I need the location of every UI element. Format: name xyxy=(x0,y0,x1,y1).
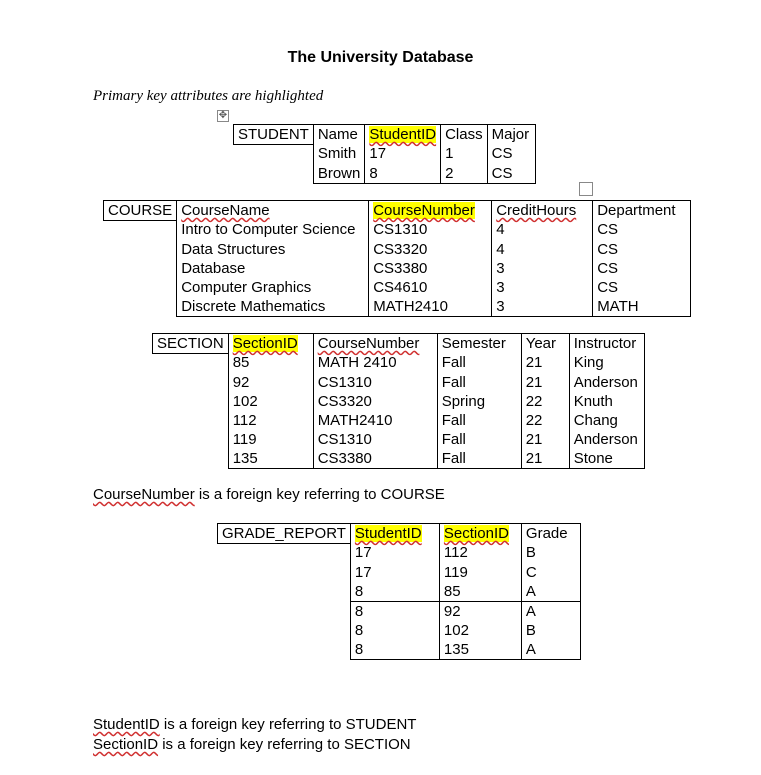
table-row: Smith 17 1 CS xyxy=(234,145,536,165)
table-row: Data Structures CS3320 4 CS xyxy=(104,240,691,259)
table-row: 85 MATH 2410 Fall 21 King xyxy=(153,354,645,374)
checkbox-icon[interactable] xyxy=(579,182,593,196)
section-table-name: SECTION xyxy=(153,334,229,354)
student-header-class: Class xyxy=(441,125,488,145)
table-row: 17 112 B xyxy=(218,544,581,564)
table-row: 92 CS1310 Fall 21 Anderson xyxy=(153,373,645,392)
move-handle-icon[interactable]: ✥ xyxy=(218,110,228,121)
grade-header-sectionid: SectionID xyxy=(439,524,521,544)
fk-student-note: StudentID is a foreign key referring to STUDENT xyxy=(93,716,417,733)
table-row: 112 MATH2410 Fall 22 Chang xyxy=(153,411,645,430)
course-header-department: Department xyxy=(593,201,691,221)
grade-report-table-name: GRADE_REPORT xyxy=(218,524,351,544)
student-header-name: Name xyxy=(313,125,365,145)
course-header-coursename: CourseName xyxy=(177,201,369,221)
table-row: 17 119 C xyxy=(218,563,581,582)
table-row: 8 135 A xyxy=(218,640,581,660)
course-table xyxy=(103,200,691,317)
course-header-credithours: CreditHours xyxy=(492,201,593,221)
table-row: Discrete Mathematics MATH2410 3 MATH xyxy=(104,297,691,317)
student-table-name: STUDENT xyxy=(234,125,314,145)
fk-course-note: CourseNumber is a foreign key referring to COURSE xyxy=(93,486,445,503)
grade-header-studentid: StudentID xyxy=(350,524,439,544)
primary-key-note: Primary key attributes are highlighted xyxy=(93,88,324,104)
table-row: Database CS3380 3 CS xyxy=(104,259,691,278)
table-row: 102 CS3320 Spring 22 Knuth xyxy=(153,392,645,411)
table-row: 119 CS1310 Fall 21 Anderson xyxy=(153,430,645,449)
grade-report-table xyxy=(217,523,581,660)
section-header-sectionid: SectionID xyxy=(228,334,313,354)
table-row: 8 92 A xyxy=(218,602,581,622)
table-row: Computer Graphics CS4610 3 CS xyxy=(104,278,691,297)
section-table xyxy=(152,333,645,469)
table-row: Brown 8 2 CS xyxy=(234,164,536,184)
table-row: 8 102 B xyxy=(218,621,581,640)
section-header-semester: Semester xyxy=(437,334,521,354)
student-table xyxy=(233,124,536,184)
table-row: 135 CS3380 Fall 21 Stone xyxy=(153,449,645,469)
section-header-instructor: Instructor xyxy=(569,334,644,354)
section-header-year: Year xyxy=(521,334,569,354)
page-title: The University Database xyxy=(287,49,474,66)
section-header-coursenumber: CourseNumber xyxy=(313,334,437,354)
table-row: 8 85 A xyxy=(218,582,581,602)
course-header-coursenumber: CourseNumber xyxy=(369,201,492,221)
student-header-major: Major xyxy=(487,125,536,145)
table-row: Intro to Computer Science CS1310 4 CS xyxy=(104,221,691,241)
student-header-studentid: StudentID xyxy=(365,125,441,145)
fk-section-note: SectionID is a foreign key referring to SECTION xyxy=(93,736,411,753)
grade-header-grade: Grade xyxy=(521,524,580,544)
course-table-name: COURSE xyxy=(104,201,177,221)
